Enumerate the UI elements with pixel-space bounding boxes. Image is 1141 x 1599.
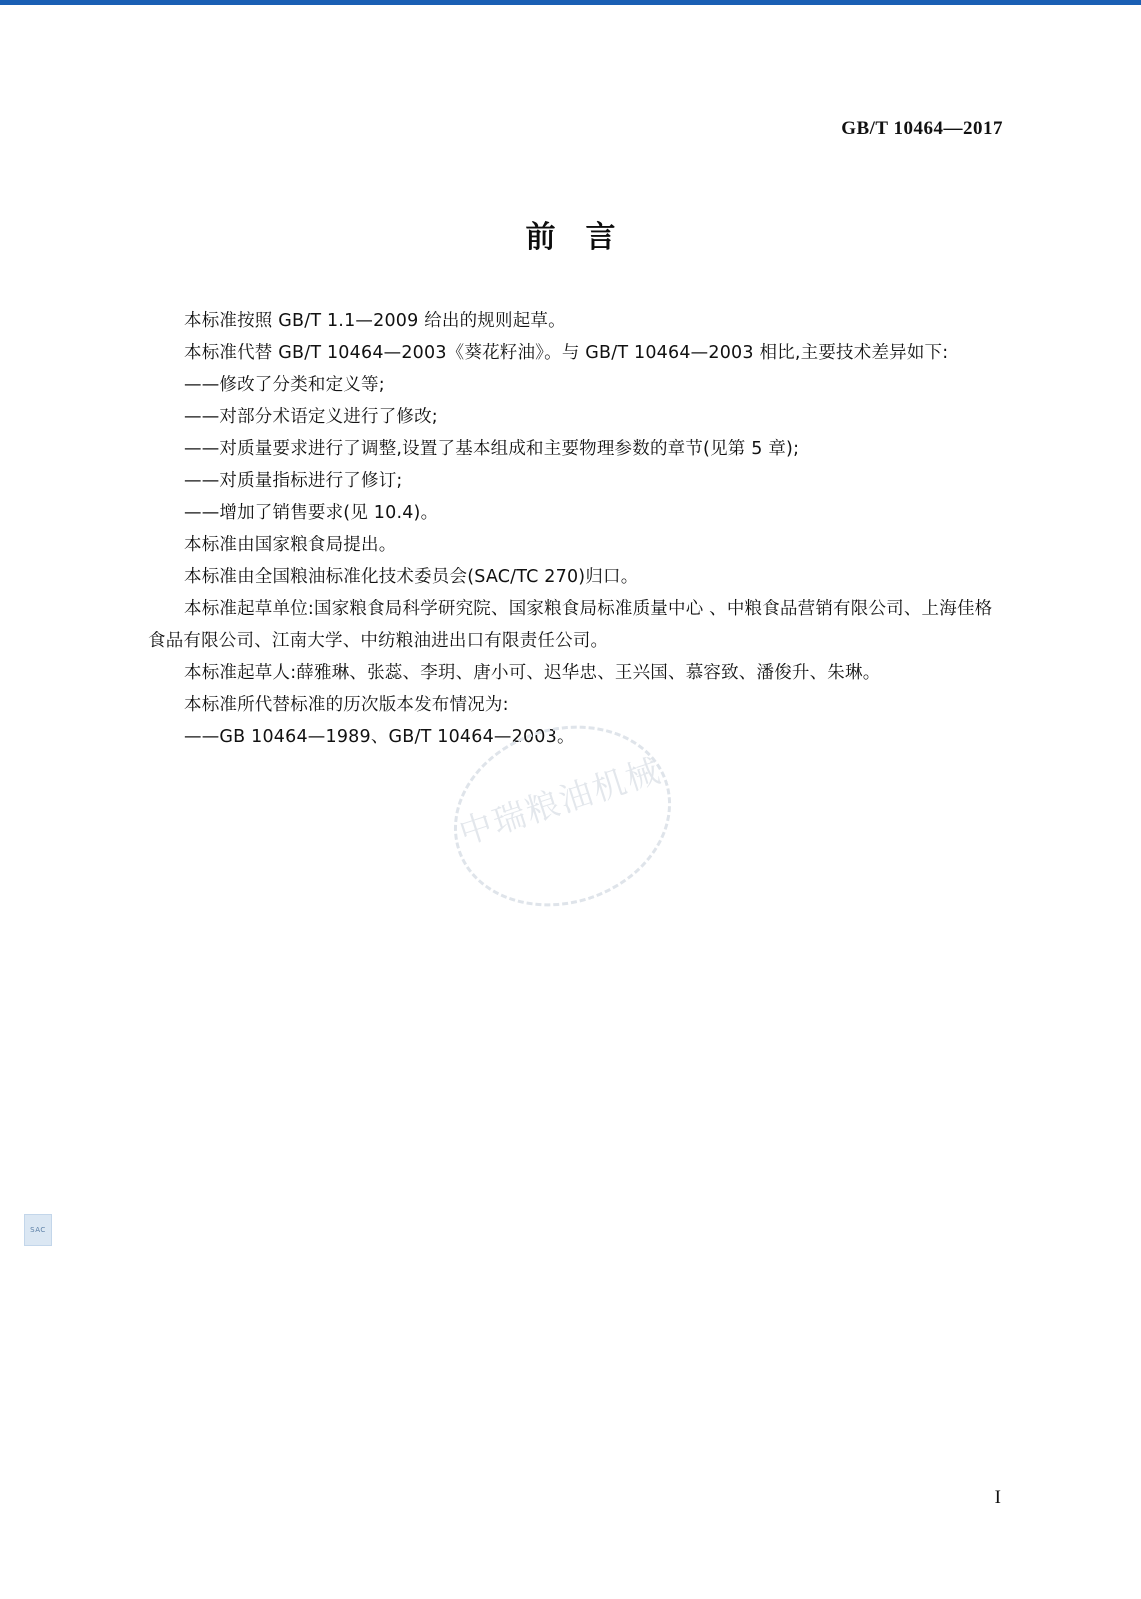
sac-logo-label: SAC [30,1226,46,1234]
watermark-text: 中瑞粮油机械 [454,750,667,853]
paragraph: ——增加了销售要求(见 10.4)。 [184,503,439,523]
paragraph: 本标准所代替标准的历次版本发布情况为: [184,695,509,715]
paragraph: 本标准由国家粮食局提出。 [184,535,397,555]
page-title: 前言 [525,220,646,255]
paragraph: ——对质量指标进行了修订; [184,471,403,491]
paragraph: 本标准起草人:薛雅琳、张蕊、李玥、唐小可、迟华忠、王兴国、慕容致、潘俊升、朱琳。 [184,663,881,683]
paragraph: 本标准按照 GB/T 1.1—2009 给出的规则起草。 [184,311,566,331]
paragraph: 本标准代替 GB/T 10464—2003《葵花籽油》。与 GB/T 10464—2003 相比,主要技术差异如下: [184,343,949,363]
standard-number-header: GB/T 10464—2017 [841,118,1003,139]
paragraph: 本标准由全国粮油标准化技术委员会(SAC/TC 270)归口。 [184,567,639,587]
paragraph: ——对质量要求进行了调整,设置了基本组成和主要物理参数的章节(见第 5 章); [184,439,800,459]
paragraph: ——GB 10464—1989、GB/T 10464—2003。 [184,727,575,747]
paragraph: 本标准起草单位:国家粮食局科学研究院、国家粮食局标准质量中心 、中粮食品营销有限公司、上海佳格食品有限公司、江南大学、中纺粮油进出口有限责任公司。 [148,599,993,651]
page-number: I [994,1487,1001,1508]
top-edge-band [0,0,1141,5]
sac-logo-icon [24,1214,52,1246]
paragraph: ——对部分术语定义进行了修改; [184,407,438,427]
paragraph: ——修改了分类和定义等; [184,375,385,395]
foreword-body [148,305,998,753]
